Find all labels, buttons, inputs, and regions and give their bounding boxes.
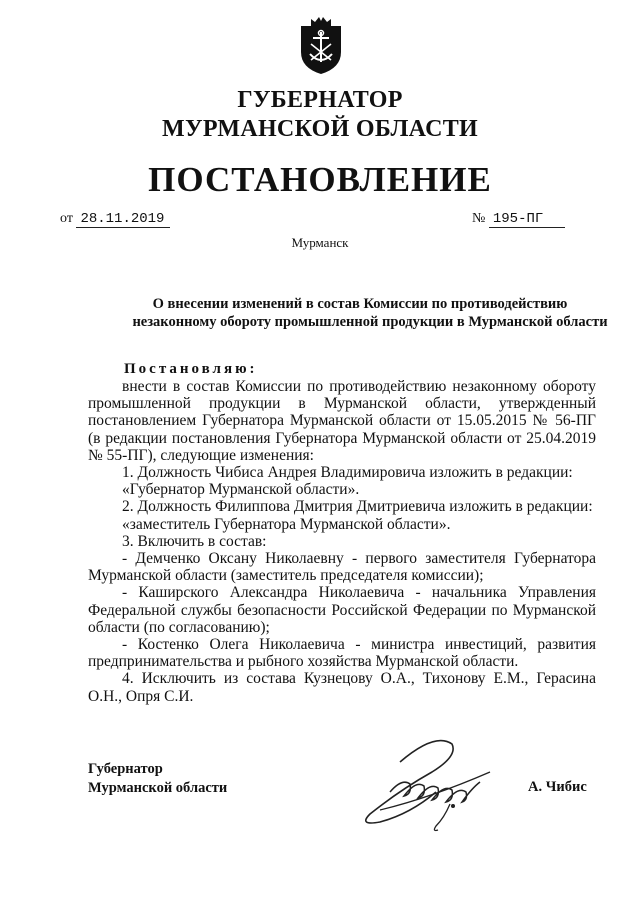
signatory-title-line-2: Мурманской области (88, 780, 228, 796)
date-prefix: от (60, 211, 73, 226)
number-prefix: № (472, 211, 486, 226)
body-member-3: - Костенко Олега Николаевича - министра инвестиций, развития предпринимательства и рыбного хозяйства Мурманской области. (88, 636, 596, 671)
decree-heading: Постановляю: (124, 361, 258, 377)
issuer-line-1: ГУБЕРНАТОР (237, 87, 403, 113)
subject-line-1: О внесении изменений в состав Комиссии по противодействию (152, 296, 568, 312)
coat-of-arms-icon (297, 14, 345, 76)
signatory-title-line-1: Губернатор (88, 761, 163, 777)
document-type-title: ПОСТАНОВЛЕНИЕ (148, 160, 492, 199)
body-item-1: 1. Должность Чибиса Андрея Владимировича изложить в редакции: (122, 464, 573, 482)
date-field (60, 211, 170, 227)
handwritten-signature-icon (340, 722, 520, 852)
number-field (472, 211, 565, 227)
body-item-2-text: «заместитель Губернатора Мурманской области». (122, 515, 451, 533)
body-item-3: 3. Включить в состав: (122, 532, 267, 550)
issuer-title (0, 86, 640, 144)
body-intro: внести в состав Комиссии по противодействию незаконному обороту промышленной продукции в Мурманской области, утвержденный постановлением Губернатора Мурманской области от 15.05.2015 № 56-ПГ (в редакции постановления Губернатора Мурманской области от 25.04.2019 № 55-ПГ), следующие изменения: (88, 378, 596, 464)
document-body (88, 378, 596, 705)
body-member-2: - Каширского Александра Николаевича - начальника Управления Федеральной службы безопасности Российской Федерации по Мурманской области (по согласованию); (88, 584, 596, 636)
document-subject (60, 295, 640, 331)
body-item-2: 2. Должность Филиппова Дмитрия Дмитриевича изложить в редакции: (122, 498, 593, 516)
subject-line-2: незаконному обороту промышленной продукции в Мурманской области (132, 314, 608, 330)
city-label: Мурманск (291, 235, 349, 250)
signatory-name: А. Чибис (528, 779, 587, 795)
signatory-title (88, 760, 227, 798)
issuer-line-2: МУРМАНСКОЙ ОБЛАСТИ (162, 116, 478, 142)
body-member-1: - Демченко Оксану Николаевну - первого заместителя Губернатора Мурманской области (заместитель председателя комиссии); (88, 550, 596, 585)
body-item-4: 4. Исключить из состава Кузнецову О.А., Тихонову Е.М., Герасина О.Н., Опря С.И. (88, 670, 596, 705)
number-value: 195-ПГ (489, 211, 565, 228)
date-value: 28.11.2019 (76, 211, 170, 228)
body-item-1-text: «Губернатор Мурманской области». (122, 481, 360, 499)
